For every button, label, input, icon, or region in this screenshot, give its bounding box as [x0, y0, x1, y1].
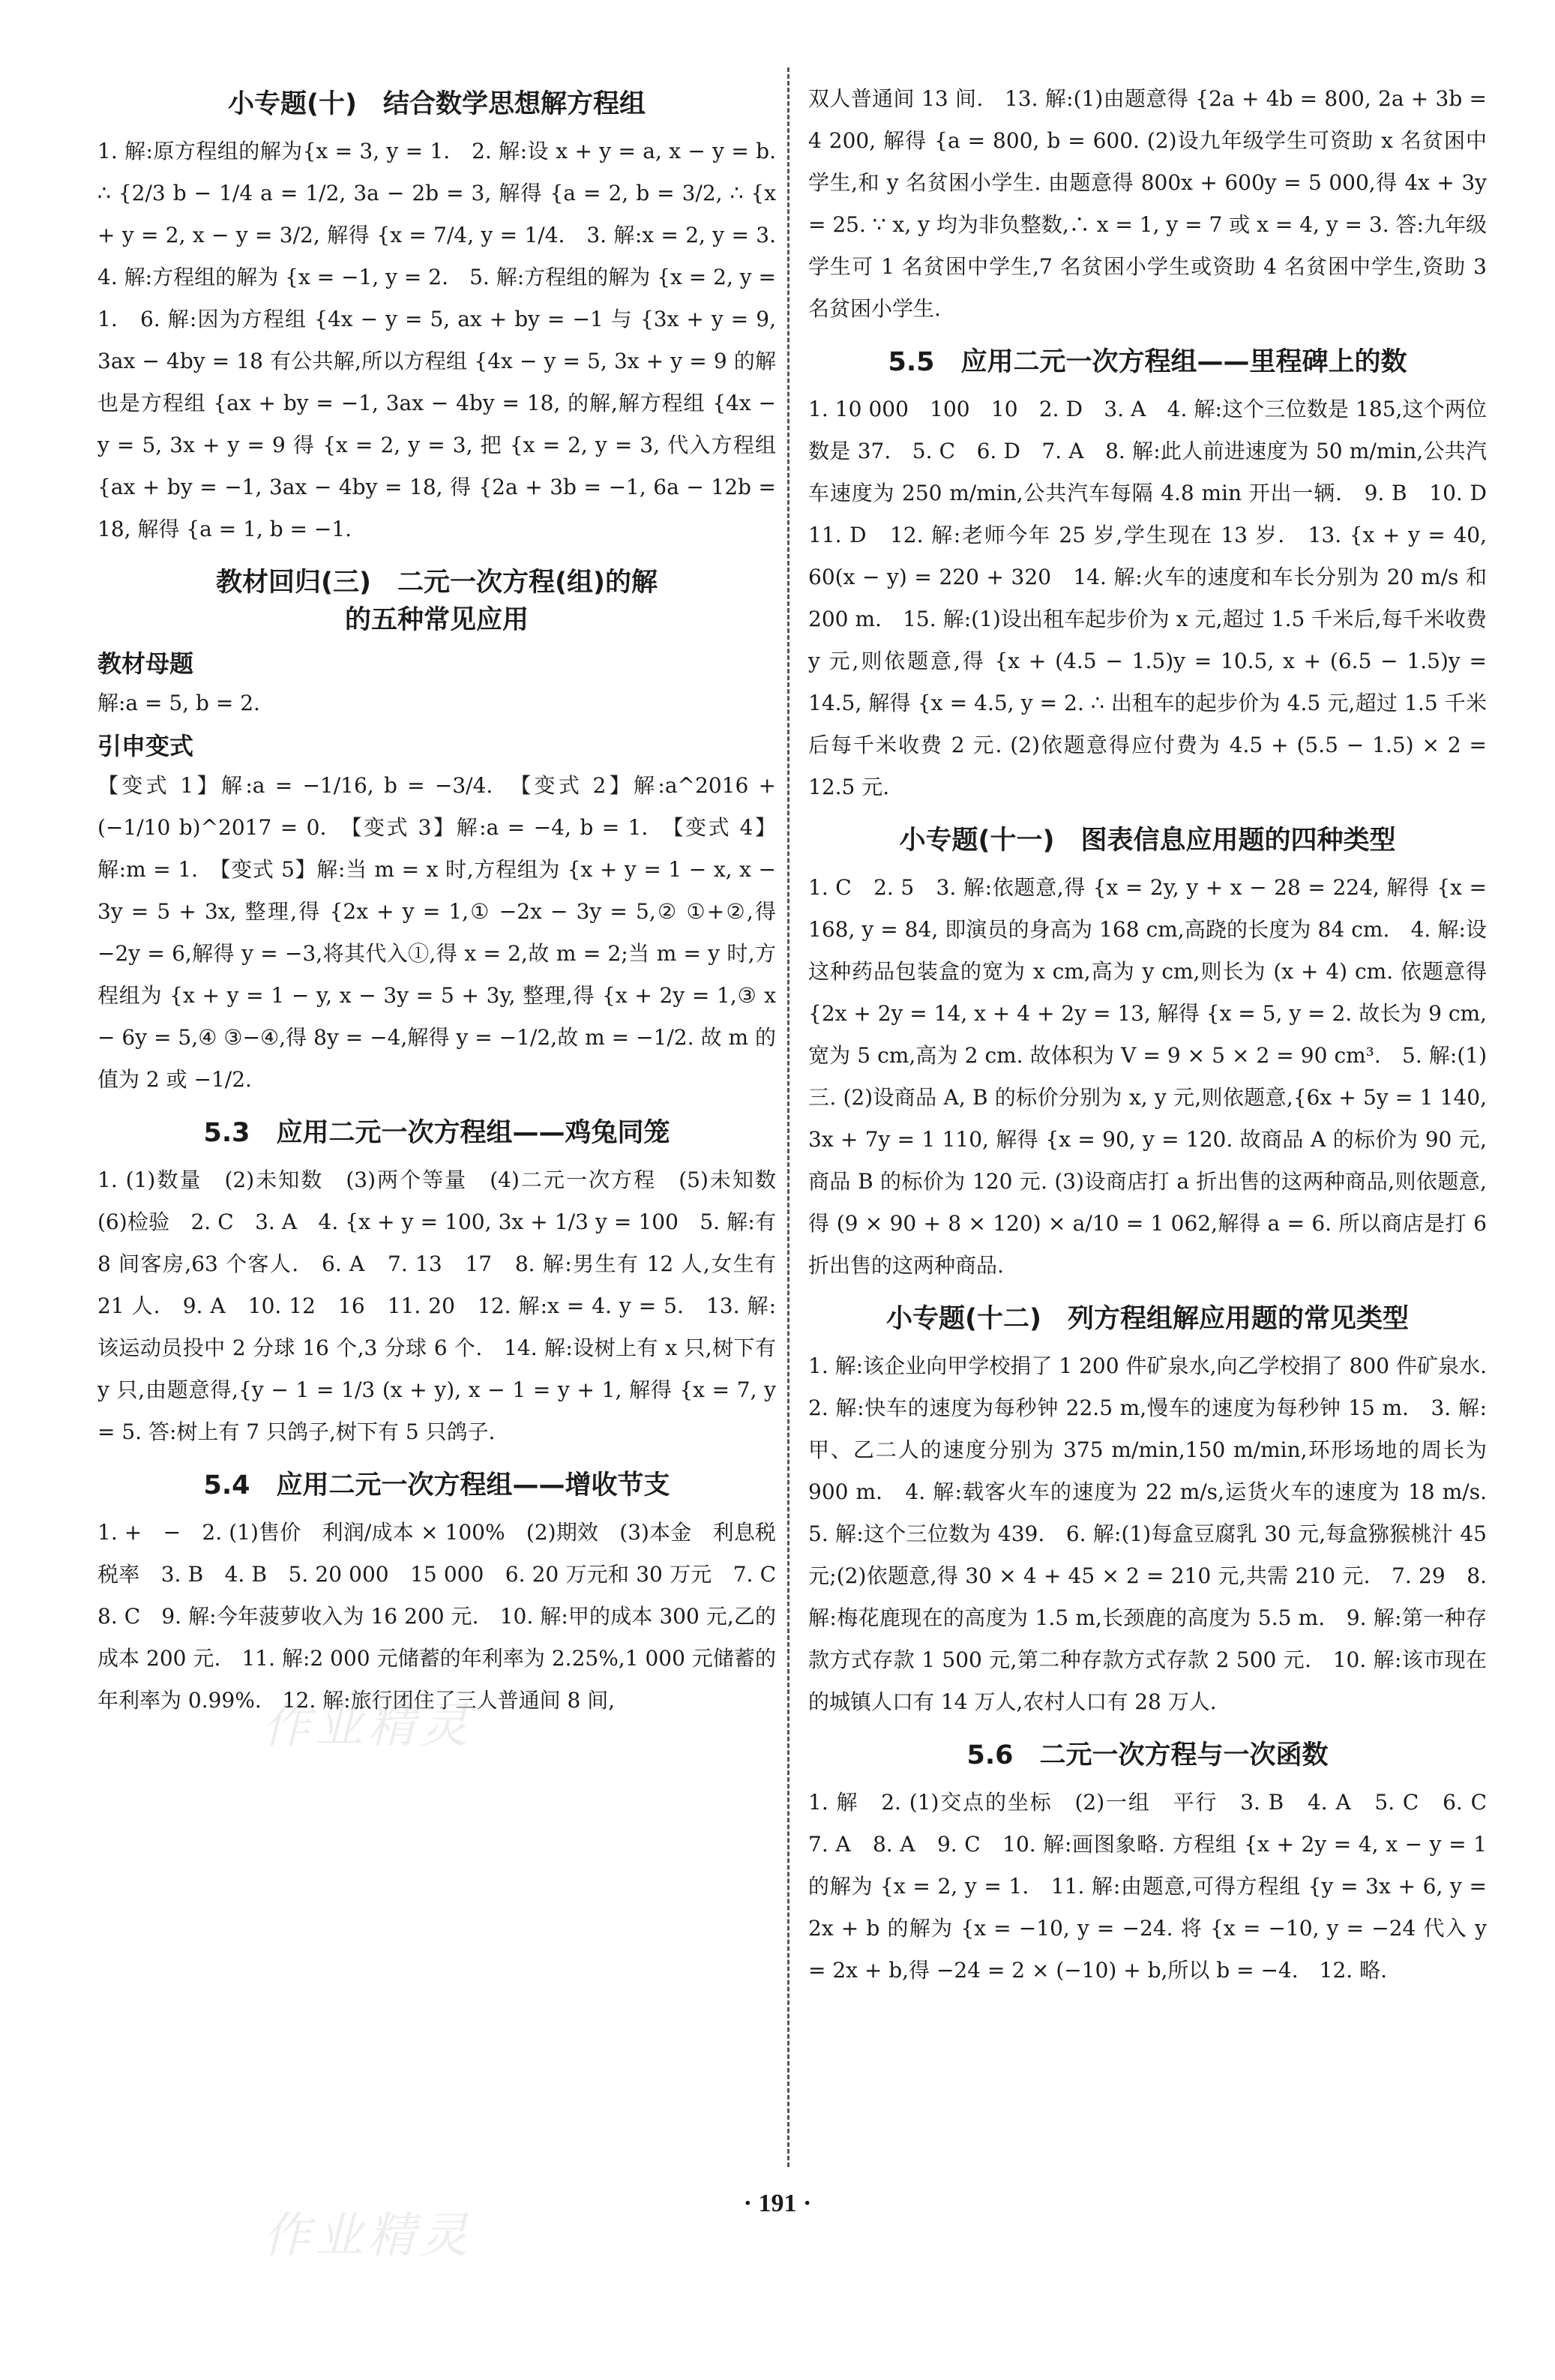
section-title: 5.4 应用二元一次方程组——增收节支: [203, 1470, 670, 1500]
section-text: 1. (1)数量 (2)未知数 (3)两个等量 (4)二元一次方程 (5)未知数 (6)检验 2. C 3. A 4. {x + y = 100, 3x + 1/3 y = 100 5. 解:有 8 间客房,63 个客人. 6. A 7. 13 17 8. 解:男生有 12 人,女生有 21 人. 9. A 10. 12 16 11. 20 12. 解:x = 4. y = 5. 13. 解:该运动员投中 2 分球 16 个,3 分球 6 个. 14. 解:设树上有 x 只,树下有 y 只,由题意得,{y − 1 = 1/3 (x + y), x − 1 = y + 1, 解得 {x = 7, y = 5. 答:树上有 7 只鸽子,树下有 5 只鸽子.: [97, 1168, 798, 1444]
section-title: 5.6 二元一次方程与一次函数: [966, 1740, 1329, 1770]
section-text: 1. 解:该企业向甲学校捐了 1 200 件矿泉水,向乙学校捐了 800 件矿泉水. 2. 解:快车的速度为每秒钟 22.5 m,慢车的速度为每秒钟 15 m. 3. 解:甲、乙二人的速度分别为 375 m/min,150 m/min,环形场地的周长为 900 m. 4. 解:载客火车的速度为 22 m/s,运货火车的速度为 18 m/s. 5. 解:这个三位数为 439. 6. 解:(1)每盒豆腐乳 30 元,每盒猕猴桃汁 45 元;(2)依题意,得 30 × 4 + 45 × 2 = 210 元,共需 210 元. 7. 29 8. 解:梅花鹿现在的高度为 1.5 m,长颈鹿的高度为 5.5 m. 9. 解:第一种存款方式存款 1 500 元,第二种存款方式存款 2 500 元. 10. 解:该市现在的城镇人口有 14 万人,农村人口有 28 万人.: [808, 1353, 1509, 1714]
section-text: 1. 解:原方程组的解为{x = 3, y = 1. 2. 解:设 x + y = a, x − y = b. ∴ {2/3 b − 1/4 a = 1/2, 3a − 2b = 3, 解得 {a = 2, b = 3/2, ∴ {x + y = 2, x − y = 3/2, 解得 {x = 7/4, y = 1/4. 3. 解:x = 2, y = 3. 4. 解:方程组的解为 {x = −1, y = 2. 5. 解:方程组的解为 {x = 2, y = 1. 6. 解:因为方程组 {4x − y = 5, ax + by = −1 与 {3x + y = 9, 3ax − 4by = 18 有公共解,所以方程组 {4x − y = 5, 3x + y = 9 的解也是方程组 {ax + by = −1, 3ax − 4by = 18, 的解,解方程组 {4x − y = 5, 3x + y = 9 得 {x = 2, y = 3, 把 {x = 2, y = 3, 代入方程组 {ax + by = −1, 3ax − 4by = 18, 得 {2a + 3b = −1, 6a − 12b = 18, 解得 {a = 1, b = −1.: [97, 139, 798, 541]
right-column: [808, 72, 1509, 1992]
section-text: 解:a = 5, b = 2.: [97, 691, 260, 715]
section-title: 5.5 应用二元一次方程组——里程碑上的数: [888, 347, 1407, 377]
section-text: 1. C 2. 5 3. 解:依题意,得 {x = 2y, y + x − 28 = 224, 解得 {x = 168, y = 84, 即演员的身高为 168 cm,高跷的长度为 84 cm. 4. 解:设这种药品包装盒的宽为 x cm,高为 y cm,则长为 (x + 4) cm. 依题意得 {2x + 2y = 14, x + 4 + 2y = 13, 解得 {x = 5, y = 2. 故长为 9 cm,宽为 5 cm,高为 2 cm. 故体积为 V = 9 × 5 × 2 = 90 cm³. 5. 解:(1)三. (2)设商品 A, B 的标价分别为 x, y 元,则依题意,{6x + 5y = 1 140, 3x + 7y = 1 110, 解得 {x = 90, y = 120. 故商品 A 的标价为 90 元,商品 B 的标价为 120 元. (3)设商店打 a 折出售的这两种商品,则依题意,得 (9 × 90 + 8 × 120) × a/10 = 1 062,解得 a = 6. 所以商店是打 6 折出售的这两种商品.: [808, 875, 1487, 1278]
section-title: 5.3 应用二元一次方程组——鸡兔同笼: [203, 1118, 670, 1148]
section-text: 双人普通间 13 间. 13. 解:(1)由题意得 {2a + 4b = 800, 2a + 3b = 4 200, 解得 {a = 800, b = 600. (2)设九年级学生可资助 x 名贫困中学生,和 y 名贫困小学生. 由题意得 800x + 600y = 5 000,得 4x + 3y = 25. ∵ x, y 均为非负整数,∴ x = 1, y = 7 或 x = 4, y = 3. 答:九年级学生可 1 名贫困中学生,7 名贫困小学生或资助 4 名贫困中学生,资助 3 名贫困小学生.: [808, 86, 1487, 321]
section-text: 【变式 1】解:a = −1/16, b = −3/4. 【变式 2】解:a^2016 + (−1/10 b)^2017 = 0. 【变式 3】解:a = −4, b = 1. 【变式 4】解:m = 1. 【变式 5】解:当 m = x 时,方程组为 {x + y = 1 − x, x − 3y = 5 + 3x, 整理,得 {2x + y = 1,① −2x − 3y = 5,② ①+②,得 −2y = 6,解得 y = −3,将其代入①,得 x = 2,故 m = 2;当 m = y 时,方程组为 {x + y = 1 − y, x − 3y = 5 + 3y, 整理,得 {x + 2y = 1,③ x − 6y = 5,④ ③−④,得 8y = −4,解得 y = −1/2,故 m = −1/2. 故 m 的值为 2 或 −1/2.: [97, 773, 776, 1092]
section-title: 小专题(十) 结合数学思想解方程组: [228, 89, 646, 119]
section-text: 1. 10 000 100 10 2. D 3. A 4. 解:这个三位数是 185,这个两位数是 37. 5. C 6. D 7. A 8. 解:此人前进速度为 50 m/min,公共汽车速度为 250 m/min,公共汽车每隔 4.8 min 开出一辆. 9. B 10. D 11. D 12. 解:老师今年 25 岁,学生现在 13 岁. 13. {x + y = 40, 60(x − y) = 220 + 320 14. 解:火车的速度和车长分别为 20 m/s 和 200 m. 15. 解:(1)设出租车起步价为 x 元,超过 1.5 千米后,每千米收费 y 元,则依题意,得 {x + (4.5 − 1.5)y = 10.5, x + (6.5 − 1.5)y = 14.5, 解得 {x = 4.5, y = 2. ∴ 出租车的起步价为 4.5 元,超过 1.5 千米后每千米收费 2 元. (2)依题意得应付费为 4.5 + (5.5 − 1.5) × 2 = 12.5 元.: [808, 397, 1509, 799]
section-title: 小专题(十一) 图表信息应用题的四种类型: [899, 826, 1396, 856]
section-title: 教材回归(三) 二元一次方程(组)的解: [216, 568, 658, 598]
section-text: 1. + − 2. (1)售价 利润/成本 × 100% (2)期效 (3)本金 利息税 税率 3. B 4. B 5. 20 000 15 000 6. 20 万元和 30 万元 7. C 8. C 9. 解:今年菠萝收入为 16 200 元. 10. 解:甲的成本 300 元,乙的成本 200 元. 11. 解:2 000 元储蓄的年利率为 2.25%,1 000 元储蓄的年利率为 0.99%. 12. 解:旅行团住了三人普通间 8 间,: [97, 1520, 798, 1713]
page-number: · 191 ·: [743, 2190, 812, 2217]
watermark: 作业精灵: [262, 2208, 472, 2264]
column-divider: [787, 67, 789, 2167]
left-column: [97, 72, 798, 1722]
subheading: 引申变式: [97, 732, 194, 760]
section-text: 1. 解 2. (1)交点的坐标 (2)一组 平行 3. B 4. A 5. C 6. C 7. A 8. A 9. C 10. 解:画图象略. 方程组 {x + 2y = 4, x − y = 1 的解为 {x = 2, y = 1. 11. 解:由题意,可得方程组 {y = 3x + 6, y = 2x + b 的解为 {x = −10, y = −24. 将 {x = −10, y = −24 代入 y = 2x + b,得 −24 = 2 × (−10) + b,所以 b = −4. 12. 略.: [808, 1790, 1509, 1983]
subheading: 教材母题: [97, 649, 194, 678]
section-title: 小专题(十二) 列方程组解应用题的常见类型: [886, 1304, 1409, 1334]
watermark: 作业精灵: [262, 1698, 472, 1754]
section-title: 的五种常见应用: [344, 605, 529, 635]
